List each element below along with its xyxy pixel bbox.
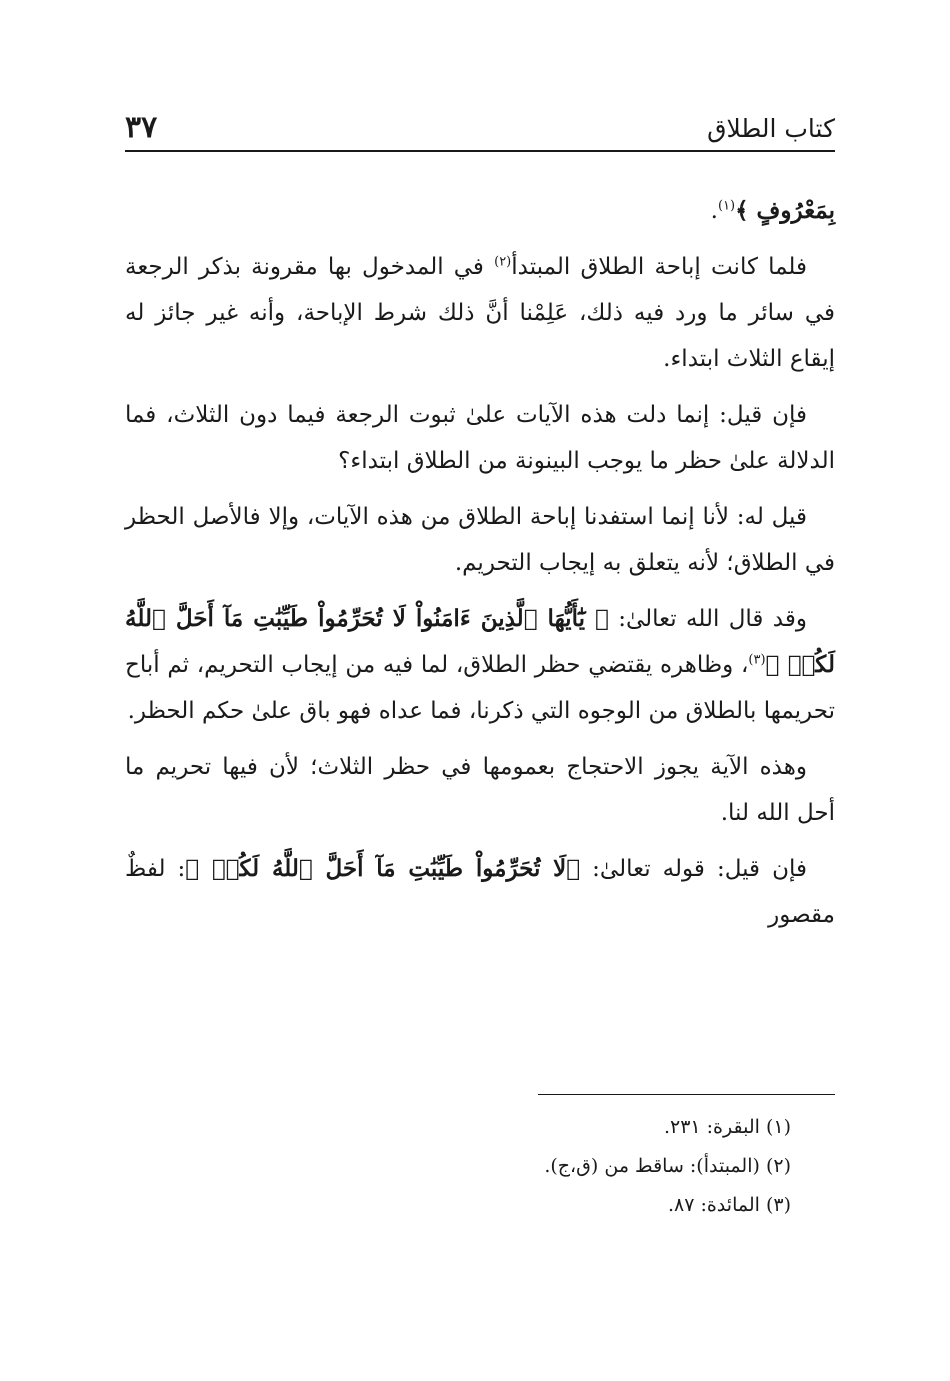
footnote: (٢) (المبتدأ): ساقط من (ق،ج). — [544, 1155, 791, 1177]
paragraph-text: : لفظٌ مقصور — [125, 856, 835, 928]
page-number: ٣٧ — [125, 110, 158, 145]
header-divider — [125, 150, 835, 152]
paragraph-text: وقد قال الله تعالىٰ: — [608, 606, 807, 632]
footnote: (١) البقرة: ٢٣١. — [663, 1116, 791, 1138]
main-text — [125, 188, 835, 948]
paragraph-text: فإن قيل: قوله تعالىٰ: — [580, 856, 808, 882]
paragraph-text: ، وظاهره يقتضي حظر الطلاق، لما فيه من إيجاب التحريم، ثم أباح تحريمها بالطلاق من الوجوه التي ذكرنا، فما عداه فهو باق علىٰ حكم الحظر. — [125, 652, 835, 724]
paragraph-text: فلما كانت إباحة الطلاق المبتدأ — [511, 254, 808, 280]
paragraph — [125, 244, 835, 382]
footnote: (٣) المائدة: ٨٧. — [667, 1194, 791, 1216]
book-page — [125, 0, 835, 1381]
quran-quote: ﴿لَا تُحَرِّمُواْ طَيِّبَٰتِ مَآ أَحَلَّ ٱللَّهُ لَكُمۡ ﴾ — [185, 855, 581, 882]
paragraph — [125, 596, 835, 734]
paragraph — [125, 846, 835, 938]
paragraph: فإن قيل: إنما دلت هذه الآيات علىٰ ثبوت الرجعة فيما دون الثلاث، فما الدلالة علىٰ حظر ما يوجب البينونة من الطلاق ابتداء؟ — [125, 402, 835, 474]
footnote-divider — [538, 1094, 835, 1095]
footnote-marker: (٢) — [494, 254, 512, 270]
paragraph-text: . — [710, 198, 718, 224]
footnotes — [125, 1108, 791, 1225]
paragraph: قيل له: لأنا إنما استفدنا إباحة الطلاق من هذه الآيات، وإلا فالأصل الحظر في الطلاق؛ لأنه يتعلق به إيجاب التحريم. — [125, 504, 835, 576]
footnote-marker: (١) — [717, 198, 736, 214]
page-header — [125, 108, 835, 152]
quran-quote: بِمَعْرُوفٍ ﴾ — [735, 197, 835, 224]
footnote-marker: (٣) — [748, 652, 766, 668]
paragraph-verse-end — [125, 188, 835, 234]
running-title: كتاب الطلاق — [707, 114, 835, 143]
paragraph-text: في المدخول بها مقرونة بذكر الرجعة في سائر ما ورد فيه ذلك، عَلِمْنا أنَّ ذلك شرط الإباحة، وأنه غير جائز له إيقاع الثلاث ابتداء. — [125, 254, 835, 372]
paragraph: وهذه الآية يجوز الاحتجاج بعمومها في حظر الثلاث؛ لأن فيها تحريم ما أحل الله لنا. — [125, 754, 835, 826]
quran-quote: ﴿ يَٰٓأَيُّهَا ٱلَّذِينَ ءَامَنُواْ لَا تُحَرِّمُواْ طَيِّبَٰتِ مَآ أَحَلَّ ٱللَّهُ لَكُمۡ ﴾ — [125, 605, 836, 678]
